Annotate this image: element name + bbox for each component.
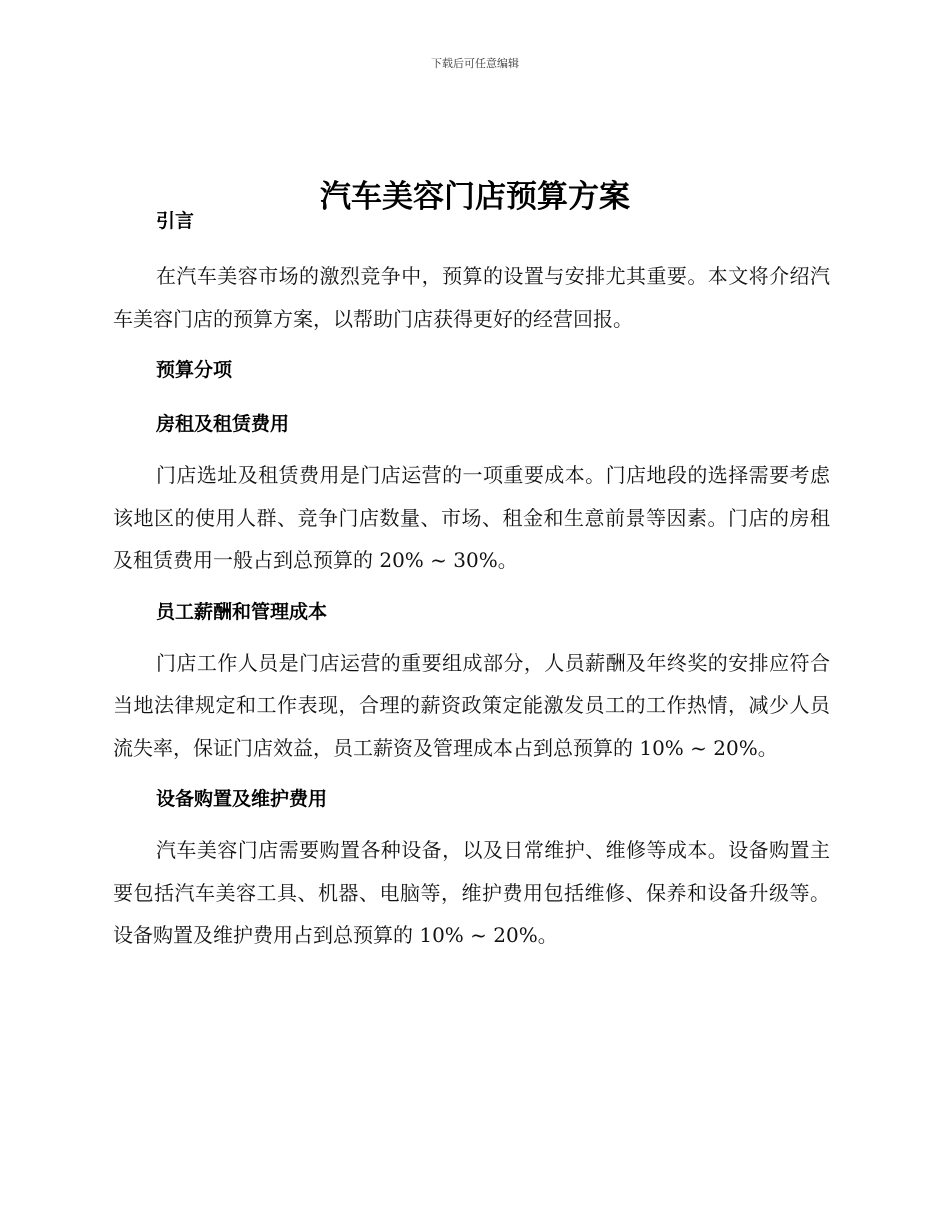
paragraph-rent: 门店选址及租赁费用是门店运营的一项重要成本。门店地段的选择需要考虑该地区的使用人群、竞争门店数量、市场、租金和生意前景等因素。门店的房租及租赁费用一般占到总预算的 20% ~ 30%。 [113,463,830,572]
paragraph-staff: 门店工作人员是门店运营的重要组成部分，人员薪酬及年终奖的安排应符合当地法律规定和工作表现，合理的薪资政策定能激发员工的工作热情，减少人员流失率，保证门店效益，员工薪资及管理成本占到总预算的 10% ~ 20%。 [113,650,830,760]
header-note: 下载后可任意编辑 [431,57,519,70]
section-heading-budget: 预算分项 [156,359,233,381]
section-heading-rent: 房租及租赁费用 [156,413,290,435]
section-heading-intro: 引言 [156,210,195,232]
document-title: 汽车美容门店预算方案 [320,178,630,215]
paragraph-intro: 在汽车美容市场的激烈竞争中，预算的设置与安排尤其重要。本文将介绍汽车美容门店的预算方案，以帮助门店获得更好的经营回报。 [113,264,830,331]
section-heading-staff: 员工薪酬和管理成本 [156,600,328,623]
paragraph-equipment: 汽车美容门店需要购置各种设备，以及日常维护、维修等成本。设备购置主要包括汽车美容工具、机器、电脑等，维护费用包括维修、保养和设备升级等。设备购置及维护费用占到总预算的 10% ~ 20%。 [113,838,830,947]
document-body [113,205,830,957]
section-heading-equipment: 设备购置及维护费用 [156,788,328,810]
